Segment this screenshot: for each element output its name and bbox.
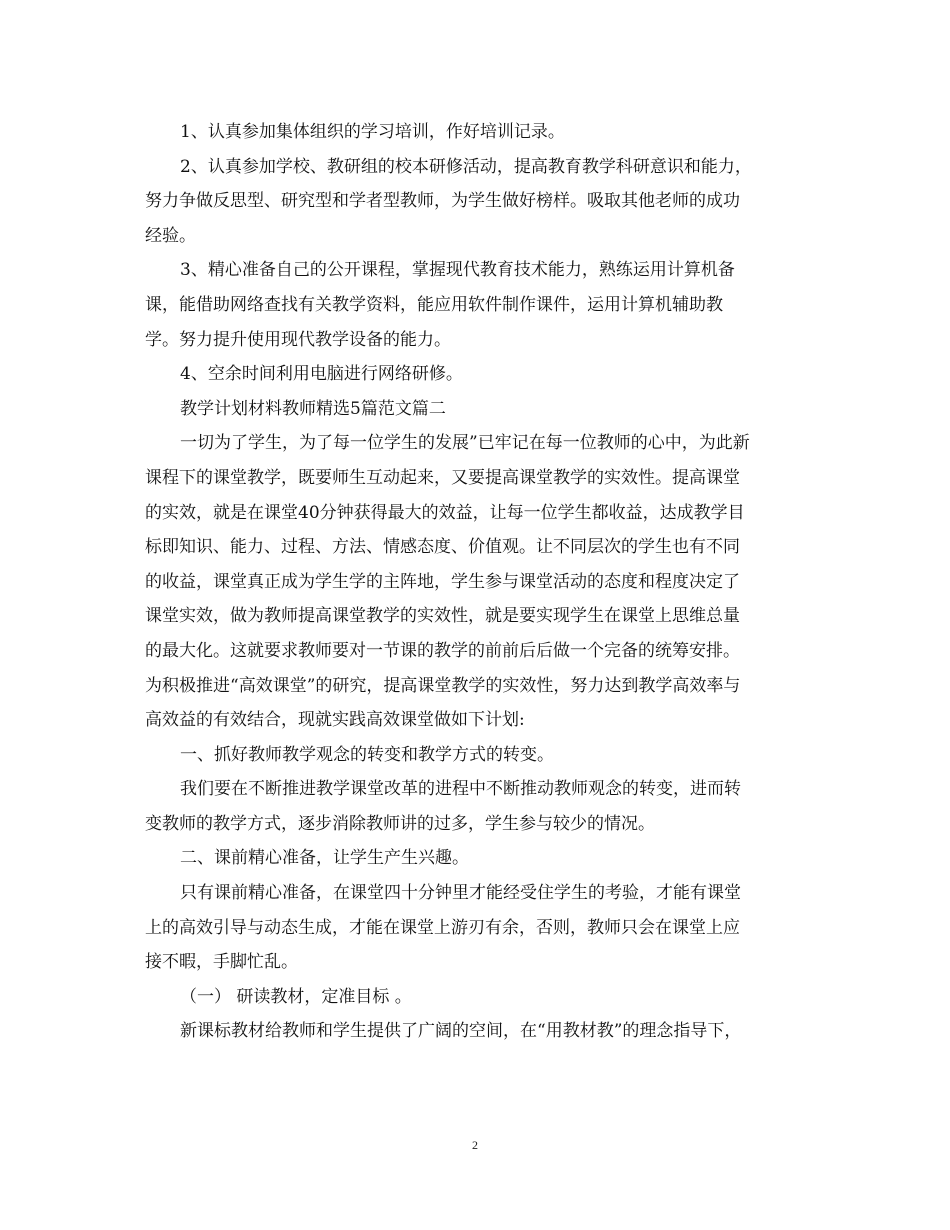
text-line: 的收益，课堂真正成为学生学的主阵地，学生参与课堂活动的态度和程度决定了 (145, 571, 740, 592)
page-number: 2 (472, 1138, 478, 1152)
subsection-heading: 一、抓好教师教学观念的转变和教学方式的转变。 (180, 744, 554, 765)
text-line: 课，能借助网络查找有关教学资料，能应用软件制作课件，运用计算机辅助教 (145, 294, 723, 315)
section-heading: 教学计划材料教师精选5篇范文篇二 (180, 398, 446, 419)
text-line: 新课标教材给教师和学生提供了广阔的空间，在“用教材教”的理念指导下， (180, 1021, 742, 1042)
text-line: 的最大化。这就要求教师要对一节课的教学的前前后后做一个完备的统筹安排。 (145, 640, 740, 661)
text-line: 4、空余时间利用电脑进行网络研修。 (180, 364, 463, 385)
text-line: 学。努力提升使用现代教学设备的能力。 (145, 329, 451, 350)
text-line: 只有课前精心准备，在课堂四十分钟里才能经受住学生的考验，才能有课堂 (180, 883, 741, 904)
subsection-heading: 二、课前精心准备，让学生产生兴趣。 (180, 848, 469, 869)
text-line: 努力争做反思型、研究型和学者型教师，为学生做好榜样。吸取其他老师的成功 (145, 191, 740, 212)
text-line: 1、认真参加集体组织的学习培训，作好培训记录。 (180, 122, 565, 142)
text-line: 的实效，就是在课堂40分钟获得最大的效益，让每一位学生都收益，达成教学目 (145, 502, 745, 523)
text-line: 接不暇，手脚忙乱。 (145, 952, 298, 973)
text-line: 一切为了学生，为了每一位学生的发展”已牢记在每一位教师的心中，为此新 (180, 433, 750, 454)
text-line: 3、精心准备自己的公开课程，掌握现代教育技术能力，熟练运用计算机备 (180, 260, 735, 281)
text-line: 为积极推进“高效课堂”的研究，提高课堂教学的实效性，努力达到教学高效率与 (145, 675, 741, 696)
text-line: 变教师的教学方式，逐步消除教师讲的过多，学生参与较少的情况。 (145, 813, 655, 834)
document-body (145, 115, 805, 1049)
text-line: 课堂实效，做为教师提高课堂教学的实效性，就是要实现学生在课堂上思维总量 (145, 606, 740, 627)
text-line: 高效益的有效结合，现就实践高效课堂做如下计划: (145, 710, 525, 731)
text-line: 2、认真参加学校、教研组的校本研修活动，提高教育教学科研意识和能力， (180, 156, 752, 177)
text-line: 上的高效引导与动态生成，才能在课堂上游刃有余，否则，教师只会在课堂上应 (145, 917, 740, 938)
text-line: 标即知识、能力、过程、方法、情感态度、价值观。让不同层次的学生也有不同 (145, 537, 740, 558)
subsection-heading: （一） 研读教材，定准目标 。 (180, 986, 412, 1007)
text-line: 我们要在不断推进教学课堂改革的进程中不断推动教师观念的转变，进而转 (180, 779, 741, 800)
text-line: 经验。 (145, 225, 196, 246)
text-line: 课程下的课堂教学，既要师生互动起来，又要提高课堂教学的实效性。提高课堂 (145, 467, 740, 488)
